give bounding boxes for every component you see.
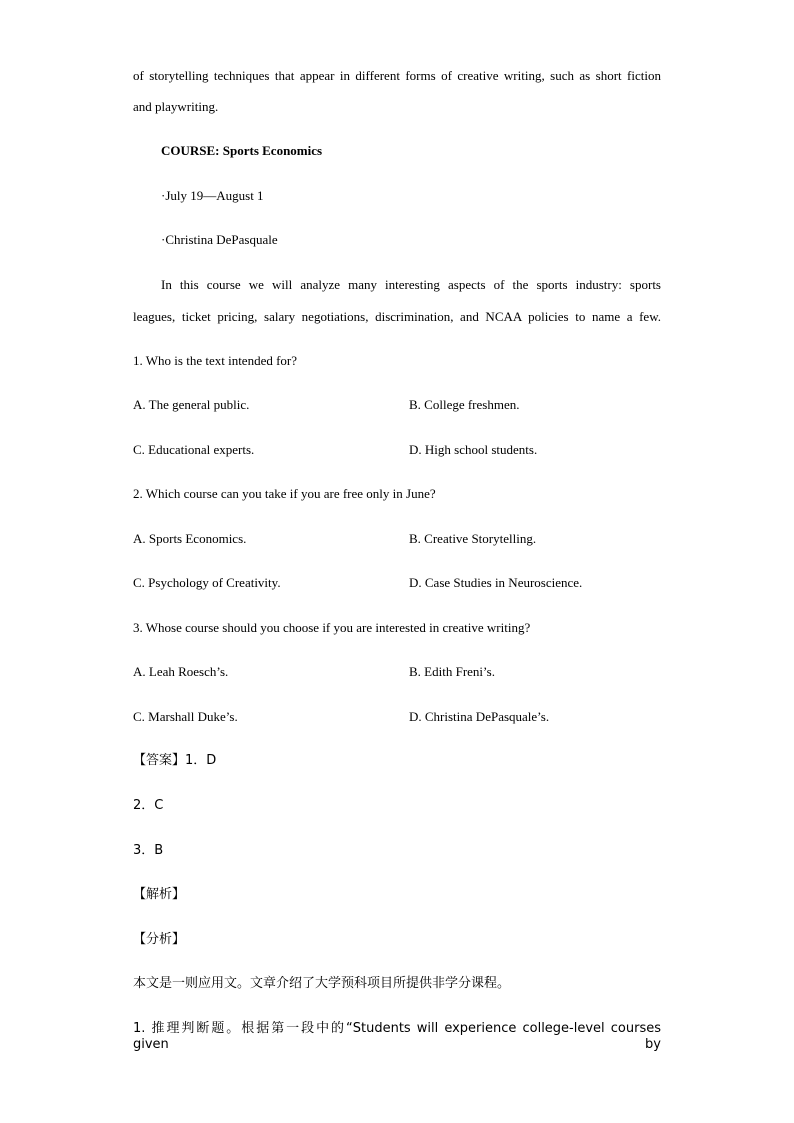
analysis-label: 【解析】	[133, 887, 186, 902]
option-b: B. Edith Freni’s.	[409, 664, 495, 679]
answer-key: 【答案】1．D	[133, 753, 217, 768]
option-b: B. College freshmen.	[409, 397, 520, 412]
option-c: C. Marshall Duke’s.	[133, 709, 238, 724]
course-dates: ·July 19—August 1	[161, 188, 264, 203]
question-stem: 2. Which course can you take if you are free only in June?	[133, 486, 436, 501]
passage-line: of storytelling techniques that appear in different forms of creative writing, such as short fiction	[133, 68, 661, 83]
course-description: leagues, ticket pricing, salary negotiations, discrimination, and NCAA policies to name a few.	[133, 309, 661, 324]
option-a: A. Leah Roesch’s.	[133, 664, 229, 679]
option-b: B. Creative Storytelling.	[409, 531, 537, 546]
course-description: In this course we will analyze many interesting aspects of the sports industry: sports	[161, 277, 661, 292]
answer-key: 2．C	[133, 798, 164, 813]
fenxi-label: 【分析】	[133, 932, 186, 947]
course-heading: COURSE: Sports Economics	[161, 143, 323, 158]
option-c: C. Psychology of Creativity.	[133, 575, 281, 590]
option-c: C. Educational experts.	[133, 442, 255, 457]
answer-key: 3．B	[133, 843, 164, 858]
question-stem: 3. Whose course should you choose if you are interested in creative writing?	[133, 620, 531, 635]
summary-text: 本文是一则应用文。文章介绍了大学预科项目所提供非学分课程。	[133, 976, 511, 991]
option-d: D. Christina DePasquale’s.	[409, 709, 550, 724]
passage-line: and playwriting.	[133, 99, 219, 114]
option-a: A. Sports Economics.	[133, 531, 247, 546]
explanation-text: 1. 推理判断题。根据第一段中的“Students will experience college-level courses given by	[133, 1021, 661, 1052]
option-a: A. The general public.	[133, 397, 250, 412]
question-stem: 1. Who is the text intended for?	[133, 353, 298, 368]
option-d: D. Case Studies in Neuroscience.	[409, 575, 583, 590]
option-d: D. High school students.	[409, 442, 538, 457]
course-teacher: ·Christina DePasquale	[161, 232, 278, 247]
